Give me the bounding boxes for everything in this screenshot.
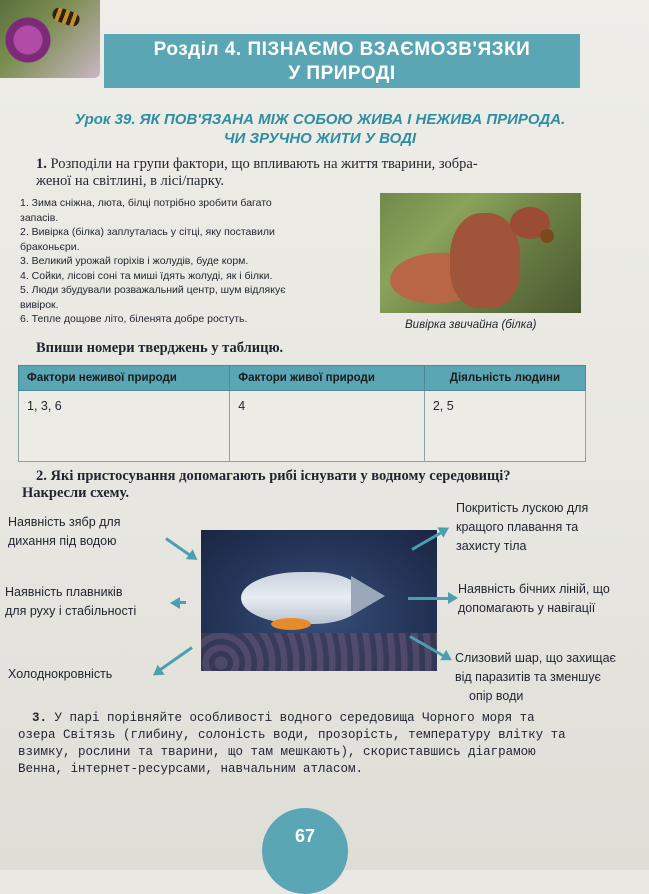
label-line: опір води (469, 689, 524, 703)
cell-living[interactable]: 4 (230, 391, 425, 462)
label-mucus (455, 649, 616, 706)
label-scales (456, 499, 588, 556)
task2-text-line2: Накресли схему. (22, 485, 129, 501)
acorn-icon (540, 229, 554, 243)
header-living: Фактори живої природи (230, 366, 425, 391)
statement-line: вивірок. (20, 298, 59, 311)
chapter-title (104, 38, 580, 86)
statement-line: 1. Зима сніжна, люта, білці потрібно зробити багато (20, 197, 272, 209)
label-line: від паразитів та зменшує (455, 670, 601, 684)
header-human: Діяльність людини (424, 366, 585, 391)
label-line: Покритість лускою для (456, 501, 589, 515)
page-number-badge (262, 808, 348, 894)
photo-caption: Вивірка звичайна (білка) (405, 319, 537, 331)
task1-instruction: Впиши номери тверджень у таблицю. (36, 340, 284, 356)
fish-tail (351, 576, 385, 616)
table-row (19, 391, 586, 462)
coral-background (201, 633, 437, 671)
fish-photo (201, 530, 437, 671)
label-line: для руху і стабільності (5, 604, 137, 618)
lesson-title-line2: ЧИ ЗРУЧНО ЖИТИ У ВОДІ (223, 130, 417, 147)
label-line: Наявність бічних ліній, що (458, 582, 610, 596)
flower-bee-image (0, 0, 100, 78)
lesson-title (40, 110, 600, 148)
header-nonliving: Фактори неживої природи (19, 366, 230, 391)
label-line: допомагають у навігації (458, 601, 596, 615)
lesson-title-line1: Урок 39. ЯК ПОВ'ЯЗАНА МІЖ СОБОЮ ЖИВА І НЕЖИВА ПРИРОДА. (74, 111, 566, 128)
chapter-title-line2: У ПРИРОДІ (288, 63, 396, 84)
statement-line: 2. Вивірка (білка) заплуталась у сітці, яку поставили (20, 226, 275, 238)
task1-text-line1: Розподіли на групи фактори, що впливають на життя тварини, зобра- (50, 156, 478, 172)
factors-table (18, 365, 586, 462)
task2-number: 2. (36, 468, 47, 484)
task1-statements (20, 196, 370, 327)
squirrel-body (450, 213, 520, 308)
label-line: Наявність зябр для (8, 515, 121, 529)
statement-line: 6. Тепле дощове літо, біленята добре ростуть. (20, 313, 248, 325)
arrow-right-mid (408, 597, 450, 600)
task3-text-line1: У парі порівняйте особливості водного середовища Чорного моря та (54, 711, 535, 725)
task3-text-line2: озера Світязь (глибину, солоність води, прозорість, температуру влітку та (18, 728, 566, 742)
statement-line: браконьєри. (20, 240, 80, 253)
label-gills (8, 513, 120, 551)
statement-line: запасів. (20, 211, 59, 224)
task2-prompt (22, 468, 602, 502)
label-line: дихання під водою (8, 534, 117, 548)
task1-text-line2: женої на світлині, в лісі/парку. (36, 173, 225, 189)
label-lateral-line (458, 580, 610, 618)
cell-human[interactable]: 2, 5 (424, 391, 585, 462)
bee-icon (50, 6, 81, 29)
label-line: захисту тіла (456, 539, 527, 553)
label-fins (5, 583, 136, 621)
task3-text-line3: взимку, рослини та тварини, що там мешкають), скориставшись діаграмою (18, 745, 536, 759)
fish-fin (271, 618, 311, 630)
task2-text-line1: Які пристосування допомагають рибі існувати у водному середовищі? (50, 468, 511, 484)
cell-nonliving[interactable]: 1, 3, 6 (19, 391, 230, 462)
chapter-title-line1: Розділ 4. ПІЗНАЄМО ВЗАЄМОЗВ'ЯЗКИ (153, 39, 531, 60)
page-number: 67 (294, 826, 316, 846)
fish-body (241, 572, 361, 624)
task1-number: 1. (36, 156, 47, 172)
task3-number: 3. (32, 711, 48, 725)
statement-line: 3. Великий урожай горіхів і жолудів, буде корм. (20, 255, 249, 267)
task3-text-line4: Венна, інтернет-ресурсами, навчальним атласом. (18, 762, 364, 776)
arrow-left-top (165, 537, 191, 557)
statement-line: 5. Люди збудували розважальний центр, шум відлякує (20, 284, 286, 296)
task1-prompt (36, 156, 596, 190)
table-header-row (19, 366, 586, 391)
task3-prompt (18, 710, 608, 778)
label-line: Слизовий шар, що захищає (455, 651, 616, 665)
label-cold-blooded: Холоднокровність (8, 667, 113, 681)
squirrel-photo (380, 193, 581, 313)
label-line: Наявність плавників (5, 585, 123, 599)
label-line: кращого плавання та (456, 520, 579, 534)
statement-line: 4. Сойки, лісові соні та миші їдять жолуді, як і білки. (20, 269, 273, 282)
arrow-left-bottom (158, 646, 192, 671)
arrow-left-mid (178, 601, 186, 604)
